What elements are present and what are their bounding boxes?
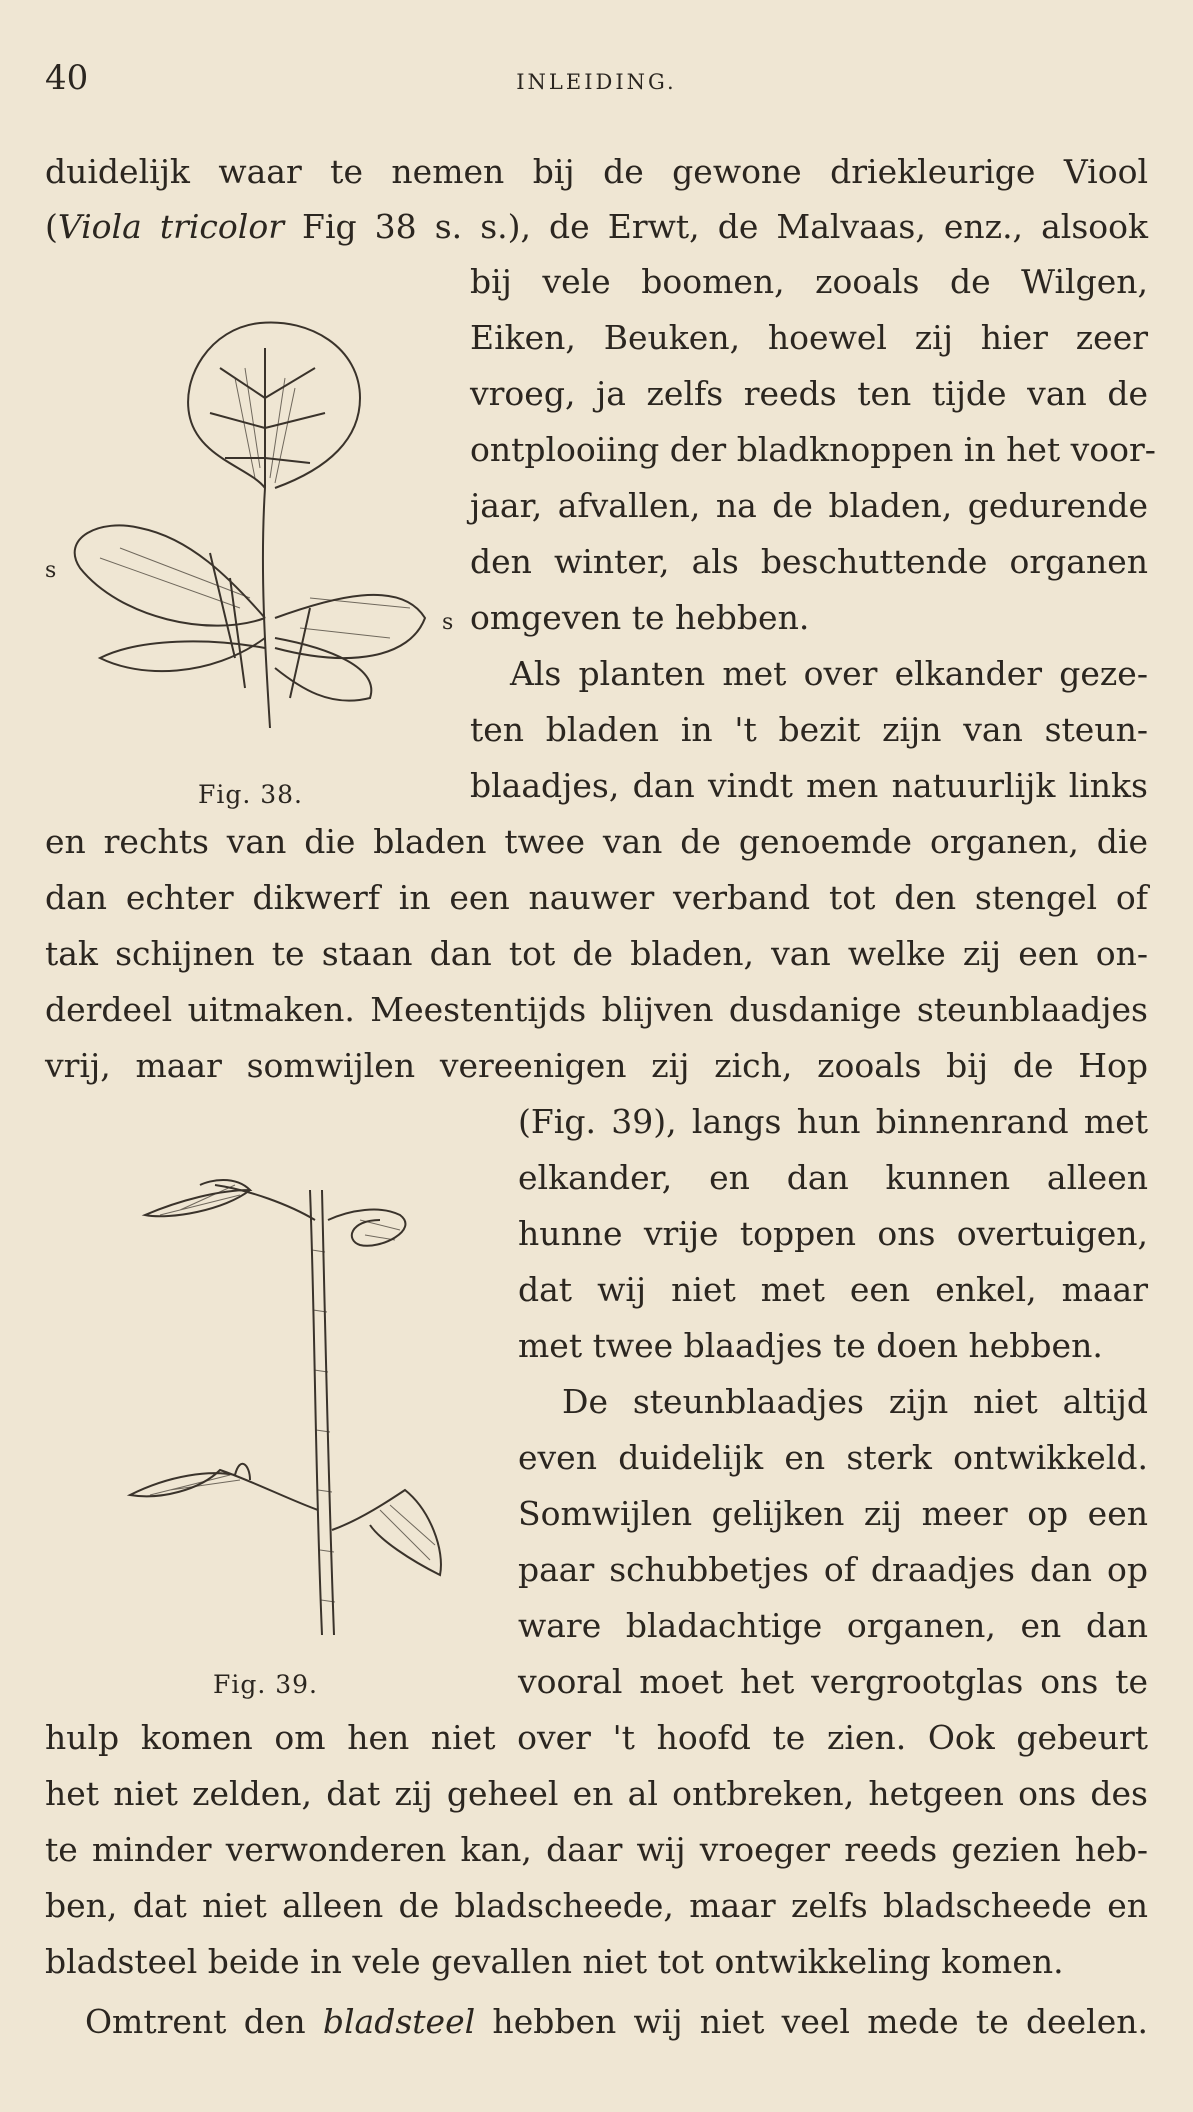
text-line: Als planten met over elkander geze-	[510, 654, 1148, 693]
text-line: te minder verwonderen kan, daar wij vroeger reeds gezien heb-	[45, 1830, 1148, 1869]
text-line: vroeg, ja zelfs reeds ten tijde van de	[470, 374, 1148, 413]
text-line: (Fig. 39), langs hun binnenrand met	[518, 1102, 1148, 1141]
text-line: ware bladachtige organen, en dan	[518, 1606, 1148, 1645]
page-header	[45, 58, 1148, 108]
text-line: blaadjes, dan vindt men natuurlijk links	[470, 766, 1148, 805]
text-line: jaar, afvallen, na de bladen, gedurende	[470, 486, 1148, 525]
text-line: even duidelijk en sterk ontwikkeld.	[518, 1438, 1148, 1477]
text-line: met twee blaadjes te doen hebben.	[518, 1326, 1103, 1365]
text-line: dan echter dikwerf in een nauwer verband tot den stengel of	[45, 878, 1148, 917]
stipule-label-right: s	[442, 610, 454, 635]
text-line: en rechts van die bladen twee van de genoemde organen, die	[45, 822, 1148, 861]
stipule-label-left: s	[45, 558, 57, 583]
figure-38-caption: Fig. 38.	[198, 780, 303, 809]
figure-38-viola-leaf-illustration	[60, 318, 440, 748]
text-line: ben, dat niet alleen de bladscheede, maar zelfs bladscheede en	[45, 1886, 1148, 1925]
text-line: hunne vrije toppen ons overtuigen,	[518, 1214, 1148, 1253]
text-line: ontplooiing der bladknoppen in het voor-	[470, 430, 1156, 469]
running-head: INLEIDING.	[516, 70, 677, 94]
text-line: bij vele boomen, zooals de Wilgen,	[470, 262, 1148, 301]
text-line: (Viola tricolor Fig 38 s. s.), de Erwt, de Malvaas, enz., alsook	[45, 207, 1149, 246]
text-line: hulp komen om hen niet over 't hoofd te zien. Ook gebeurt	[45, 1718, 1148, 1757]
text-line: Somwijlen gelijken zij meer op een	[518, 1494, 1148, 1533]
text-line: dat wij niet met een enkel, maar	[518, 1270, 1148, 1309]
text-line: elkander, en dan kunnen alleen	[518, 1158, 1148, 1197]
figure-39-hop-stem-illustration	[100, 1170, 490, 1645]
text-line: vooral moet het vergrootglas ons te	[518, 1662, 1148, 1701]
text-line: Eiken, Beuken, hoewel zij hier zeer	[470, 318, 1148, 357]
page-number: 40	[45, 58, 89, 98]
text-line: Omtrent den bladsteel hebben wij niet veel mede te deelen.	[85, 2002, 1148, 2041]
text-line: paar schubbetjes of draadjes dan op	[518, 1550, 1148, 1589]
text-line: vrij, maar somwijlen vereenigen zij zich, zooals bij de Hop	[45, 1046, 1148, 1085]
text-line: derdeel uitmaken. Meestentijds blijven dusdanige steunblaadjes	[45, 990, 1148, 1029]
text-line: den winter, als beschuttende organen	[470, 542, 1148, 581]
text-line: omgeven te hebben.	[470, 598, 810, 637]
text-line: bladsteel beide in vele gevallen niet tot ontwikkeling komen.	[45, 1942, 1064, 1981]
text-line: ten bladen in 't bezit zijn van steun-	[470, 710, 1148, 749]
text-line: duidelijk waar te nemen bij de gewone driekleurige Viool	[45, 152, 1148, 191]
figure-39-caption: Fig. 39.	[213, 1670, 318, 1699]
text-line: De steunblaadjes zijn niet altijd	[562, 1382, 1148, 1421]
text-line: het niet zelden, dat zij geheel en al ontbreken, hetgeen ons des	[45, 1774, 1148, 1813]
text-line: tak schijnen te staan dan tot de bladen, van welke zij een on-	[45, 934, 1148, 973]
